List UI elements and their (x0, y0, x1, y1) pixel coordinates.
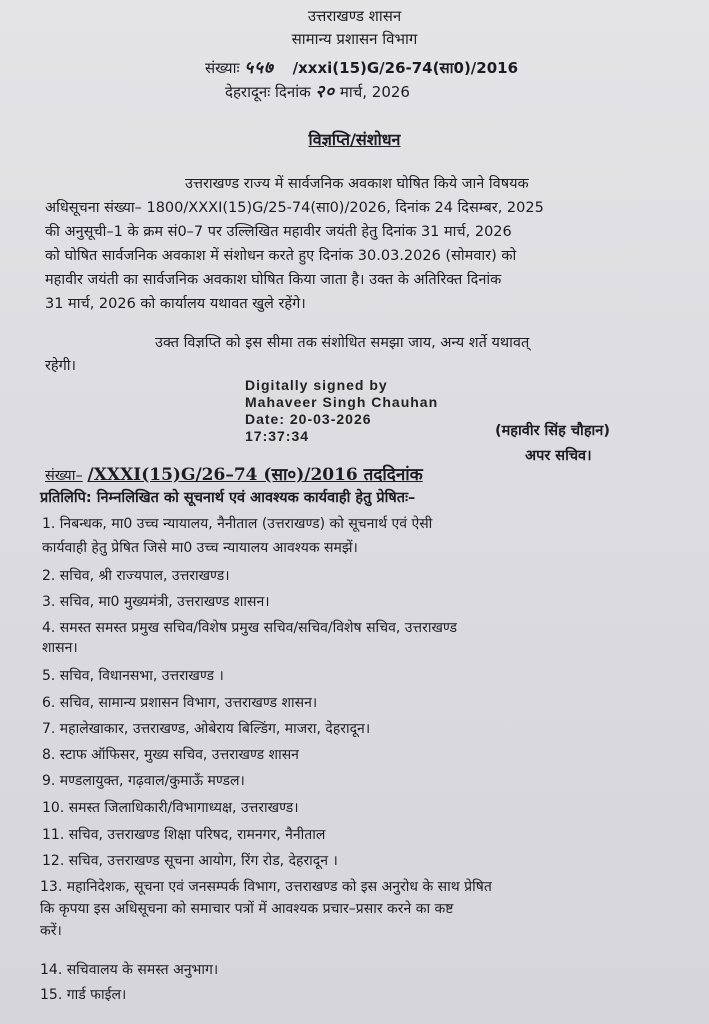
copy-intro: प्रतिलिपि: निम्नलिखित को सूचनार्थ एवं आवश्यक कार्यवाही हेतु प्रेषितः– (40, 490, 416, 506)
date-prefix: देहरादूनः दिनांक (225, 83, 311, 101)
copy-list-item: 5. सचिव, विधानसभा, उत्तराखण्ड । (42, 668, 224, 684)
copy-list-item: 15. गार्ड फाईल। (40, 987, 127, 1003)
copy-list-item: 4. समस्त समस्त प्रमुख सचिव/विशेष प्रमुख सचिव/सचिव/विशेष सचिव, उत्तराखण्ड (42, 620, 458, 636)
copy-number-label: संख्या– (45, 468, 83, 484)
copy-list-item: 12. सचिव, उत्तराखण्ड सूचना आयोग, रिंग रोड, देहरादून । (42, 853, 338, 869)
body-line: को घोषित सार्वजनिक अवकाश में संशोधन करते हुए दिनांक 30.03.2026 (सोमवार) को (45, 248, 517, 264)
body-line: महावीर जयंती का सार्वजनिक अवकाश घोषित किया जाता है। उक्त के अतिरिक्त दिनांक (45, 272, 502, 288)
order-number-line (205, 55, 518, 78)
copy-number-reference: /XXXI(15)G/26–74 (सा०)/2016 तददिनांक (87, 465, 423, 485)
number-reference: /xxxi(15)G/26-74(सा0)/2016 (292, 59, 519, 77)
copy-list-item: 2. सचिव, श्री राज्यपाल, उत्तराखण्ड। (42, 568, 230, 584)
copy-list-item-continued: शासन। (42, 640, 78, 656)
copy-list-item: 7. महालेखाकार, उत्तराखण्ड, ओबेराय बिल्डिंग, माजरा, देहरादून। (42, 721, 371, 737)
notice-title: विज्ञप्ति/संशोधन (308, 130, 401, 149)
signatory-name: (महावीर सिंह चौहान) (495, 423, 610, 439)
copy-list-item: 14. सचिवालय के समस्त अनुभाग। (40, 962, 219, 978)
amendment-line: रहेगी। (45, 358, 77, 374)
copy-list-item: 13. महानिदेशक, सूचना एवं जनसम्पर्क विभाग, उत्तराखण्ड को इस अनुरोध के साथ प्रेषित (40, 879, 492, 895)
copy-list-item: 1. निबन्धक, मा0 उच्च न्यायालय, नैनीताल (उत्तराखण्ड) को सूचनार्थ एवं ऐसी (42, 516, 433, 532)
number-prefix: संख्याः (205, 59, 240, 77)
body-line: उत्तराखण्ड राज्य में सार्वजनिक अवकाश घोषित किये जाने विषयक (185, 176, 529, 192)
copy-number-line (45, 462, 423, 485)
signatory-designation: अपर सचिव। (525, 448, 592, 464)
department-heading: सामान्य प्रशासन विभाग (291, 30, 418, 48)
date-line (225, 79, 410, 102)
handwritten-number: ५५७ (244, 58, 274, 78)
digital-signature-line: Digitally signed by (245, 377, 388, 393)
copy-list-item: 6. सचिव, सामान्य प्रशासन विभाग, उत्तराखण्ड शासन। (42, 695, 318, 711)
body-line: अधिसूचना संख्या– 1800/XXXI(15)G/25-74(सा0)/2026, दिनांक 24 दिसम्बर, 2025 (45, 200, 544, 216)
copy-list-item: 11. सचिव, उत्तराखण्ड शिक्षा परिषद, रामनगर, नैनीताल (42, 827, 326, 843)
copy-list-item: 10. समस्त जिलाधिकारी/विभागाध्यक्ष, उत्तराखण्ड। (42, 800, 299, 816)
copy-list-item: 3. सचिव, मा0 मुख्यमंत्री, उत्तराखण्ड शासन। (42, 594, 270, 610)
copy-list-item: 9. मण्डलायुक्त, गढ़वाल/कुमाऊँ मण्डल। (42, 773, 245, 789)
date-suffix: मार्च, 2026 (339, 83, 410, 101)
copy-list-item-continued: कार्यवाही हेतु प्रेषित जिसे मा0 उच्च न्यायालय आवश्यक समझें। (42, 540, 358, 556)
digital-signature-line: Date: 20-03-2026 (245, 411, 372, 427)
digital-signature-line: 17:37:34 (245, 428, 310, 444)
body-line: 31 मार्च, 2026 को कार्यालय यथावत खुले रहेंगे। (45, 296, 306, 312)
handwritten-date: २० (315, 82, 336, 102)
body-line: की अनुसूची–1 के क्रम सं0–7 पर उल्लिखित महावीर जयंती हेतु दिनांक 31 मार्च, 2026 (45, 224, 512, 240)
digital-signature-line: Mahaveer Singh Chauhan (245, 394, 439, 410)
copy-list-item-continued: करें। (40, 923, 62, 939)
copy-list-item-continued: कि कृपया इस अधिसूचना को समाचार पत्रों में आवश्यक प्रचार–प्रसार करने का कष्ट (40, 901, 454, 917)
copy-list-item: 8. स्टाफ ऑफिसर, मुख्य सचिव, उत्तराखण्ड शासन (42, 747, 299, 763)
amendment-line: उक्त विज्ञप्ति को इस सीमा तक संशोधित समझा जाय, अन्य शर्ते यथावत् (155, 335, 530, 351)
govt-heading: उत्तराखण्ड शासन (307, 7, 402, 25)
